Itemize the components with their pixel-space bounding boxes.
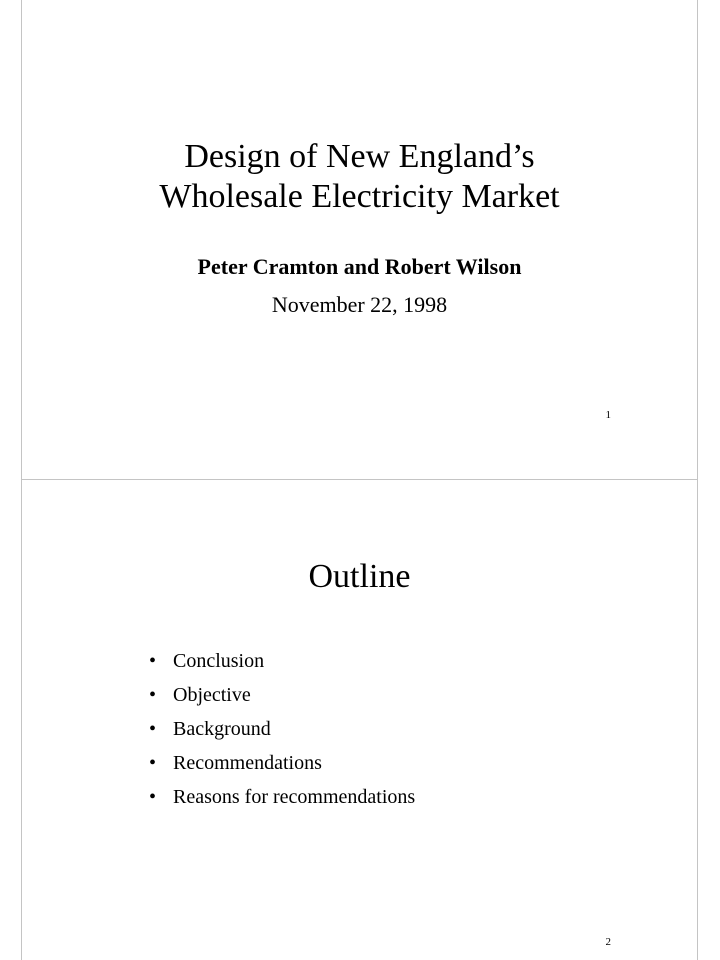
bullet-icon: • (149, 752, 157, 774)
bullet-icon: • (149, 650, 157, 672)
authors: Peter Cramton and Robert Wilson (197, 254, 522, 279)
slide-title (22, 137, 697, 217)
list-item-text: Conclusion (173, 650, 265, 672)
bullet-icon: • (149, 684, 157, 706)
list-item (149, 681, 415, 715)
date: November 22, 1998 (271, 292, 448, 317)
page-number: 2 (605, 936, 611, 948)
list-item-text: Recommendations (173, 752, 322, 774)
page-number: 1 (605, 409, 611, 421)
list-item (149, 715, 415, 749)
slide-2 (21, 480, 698, 960)
list-item-text: Objective (173, 684, 251, 706)
slide-1 (21, 0, 698, 480)
title-line-1: Design of New England’s (184, 138, 535, 175)
list-item-text: Background (173, 718, 271, 740)
bullet-icon: • (149, 786, 157, 808)
title-line-2: Wholesale Electricity Market (159, 178, 560, 215)
list-item (149, 783, 415, 817)
bullet-list (149, 647, 415, 817)
list-item (149, 749, 415, 783)
bullet-icon: • (149, 718, 157, 740)
list-item-text: Reasons for recommendations (173, 786, 416, 808)
slide-title: Outline (308, 558, 411, 595)
list-item (149, 647, 415, 681)
